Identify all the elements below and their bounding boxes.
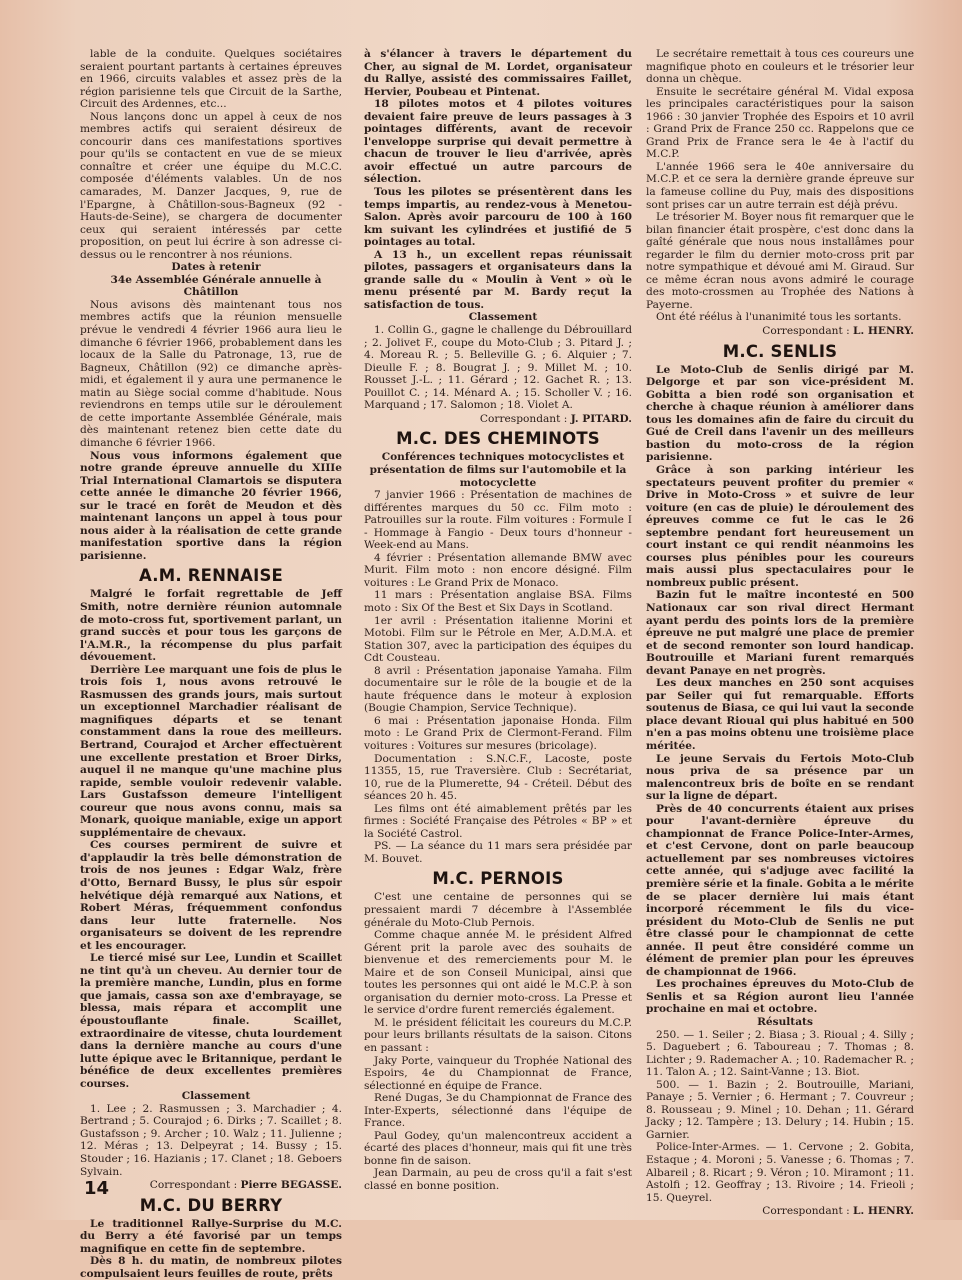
paragraph: Comme chaque année M. le président Alfred Gérent prit la parole avec des souhaits de bienvenue et des remerciements pour M. le Maire et de son Conseil Municipal, ainsi que toutes les personnes qui ont aidé le M.C.P. à son organisation du dernier moto-cross. La Presse et le service d'ordre furent remerciés également. [364, 929, 632, 1017]
paragraph: Le secrétaire remettait à tous ces coureurs une magnifique photo en couleurs et le trésorier leur donna un chèque. [646, 48, 914, 86]
page-number: 14 [84, 1178, 110, 1199]
paragraph: 6 mai : Présentation japonaise Honda. Film moto : Le Grand Prix de Clermont-Ferand. Film voitures : Voitures sur mesures (bricolage). [364, 714, 632, 752]
paragraph-bold: Les prochaines épreuves du Moto-Club de Senlis et sa Région auront lieu l'année prochaine en mai et octobre. [646, 978, 914, 1016]
paragraph: Ont été réélus à l'unanimité tous les sortants. [656, 311, 902, 324]
section-heading-mc-senlis: M.C. SENLIS [722, 341, 838, 361]
paragraph-bold: Le jeune Servais du Fertois Moto-Club nous priva de sa présence par un malencontreux bris de boîte en se rendant sur la ligne de départ. [646, 752, 914, 803]
correspondent-label: Correspondant : [149, 1179, 241, 1192]
correspondent-name: L. HENRY. [853, 325, 914, 338]
subheading-dates: Dates à retenir [171, 261, 261, 274]
column-3 [646, 48, 914, 1218]
paragraph-bold: Nous vous informons également que notre grande épreuve annuelle du XIIIe Trial International Clamartois se disputera cette année le dimanche 20 février 1966, sur le tracé en forêt de Meudon et dès maintenant lançons un appel à tous pour nous aider à la réalisation de cette grande manifestation sportive dans la région parisienne. [80, 449, 342, 562]
paragraph-bold: à s'élancer à travers le département du Cher, au signal de M. Lordet, organisateur du Rallye, assisté des commissaires Faillet, Hervier, Poubeau et Pintenat. [364, 48, 632, 98]
paragraph: 8 avril : Présentation japonaise Yamaha. Film documentaire sur le rôle de la bougie et de la haute fréquence dans le moteur à explosion (Bougie Champion, Service Technique). [364, 664, 632, 715]
results-500: 500. — 1. Bazin ; 2. Boutrouille, Mariani, Panaye ; 5. Vernier ; 6. Hermant ; 7. Couvreur ; 8. Rousseau ; 9. Minel ; 10. Dehan ; 11. Gérard Jacky ; 12. Tampère ; 13. Delury ; 14. Hubin ; 15. Garnier. [646, 1078, 914, 1141]
paragraph-bold: Bazin fut le maître incontesté en 500 Nationaux car son rival direct Hermant ayant perdu des points lors de la première épreuve ne put malgré une place de premier et de second remonter son lourd handicap. Boutrouille et Mariani furent remarqués devant Panaye en net progrès. [646, 589, 914, 677]
paragraph-bold: 18 pilotes motos et 4 pilotes voitures devaient faire preuve de leurs passages à 3 pointages différents, avant de recevoir l'enveloppe surprise qui devait permettre à chacun de trouver le lieu d'arrivée, après avoir effectué un autre parcours de sélection. [364, 98, 632, 186]
paragraph: Nous lançons donc un appel à ceux de nos membres actifs qui seraient désireux de concourir dans ces manifestations sportives pour qu'ils se contactent en vue de se mieux connaître et créer une équipe du M.C.C. composée d'éléments valables. Un de nos camarades, M. Danzer Jacques, 9, rue de l'Epargne, à Châtillon-sous-Bagneux (92 - Hauts-de-Seine), se chargera de documenter ceux qui seraient intéressés par cette proposition, on peut lui écrire à son adresse ci-dessus ou le rencontrer à nos réunions. [80, 110, 342, 261]
paragraph: Jean Darmain, au peu de cross qu'il a fait s'est classé en bonne position. [364, 1167, 632, 1193]
paragraph: Ensuite le secrétaire général M. Vidal exposa les principales caractéristiques pour la saison 1966 : 30 janvier Trophée des Espoirs et 10 avril : Grand Prix de France 250 cc. Rappelons que ce Grand Prix de France sera le 4e à l'actif du M.C.P. [646, 85, 914, 161]
results-police: Police-Inter-Armes. — 1. Cervone ; 2. Gobita, Estaque ; 4. Moroni ; 5. Vanesse ; 6. Thomas ; 7. Albareil ; 8. Ricart ; 9. Véron ; 10. Miramont ; 11. Astolfi ; 12. Geoffray ; 13. Rivoire ; 14. Frieoli ; 15. Queyrel. [646, 1141, 914, 1204]
correspondent-label: Correspondant : [479, 412, 571, 425]
paragraph: Le trésorier M. Boyer nous fit remarquer que le bilan financier était prospère, c'est donc dans la gaîté générale que nous nous installâmes pour regarder le film du dernier moto-cross prit par notre sympathique et dévoué ami M. Giraud. Sur ce même écran nous avons admiré le courage des moto-crossmen au Trophée des Nations à Payerne. [646, 211, 914, 311]
paragraph: PS. — La séance du 11 mars sera présidée par M. Bouvet. [364, 840, 632, 865]
paragraph-bold: Tous les pilotes se présentèrent dans les temps impartis, au rendez-vous à Menetou-Salon. Après avoir parcouru de 100 à 160 km suivant les cylindrées et justifié de 5 pointages au total. [364, 186, 632, 249]
paragraph: 11 mars : Présentation anglaise BSA. Films moto : Six Of the Best et Six Days in Scotland. [364, 589, 632, 614]
paragraph: Nous avisons dès maintenant tous nos membres actifs que la réunion mensuelle prévue le vendredi 4 février 1966 aura lieu le dimanche 6 février 1966, probablement dans les locaux de la Salle du Patronage, 13, rue de Bagneux, Châtillon (92) ce dimanche après-midi, et également il y aura une permanence le matin au Siège social comme d'habitude. Nous reviendrons en temps utile sur le déroulement de cette importante Assemblée Générale, mais dès maintenant retenez bien cette date du dimanche 6 février 1966. [80, 298, 342, 449]
paragraph-bold: Le Moto-Club de Senlis dirigé par M. Delgorge et par son vice-président M. Gobitta a bien rodé son organisation et cherche à chaque réunion à améliorer dans tous les domaines afin de faire du circuit du Gué de Creil dans l'avenir un des meilleurs bastion du moto-cross de la région parisienne. [646, 363, 914, 464]
paragraph: L'année 1966 sera le 40e anniversaire du M.C.P. et ce sera la dernière grande épreuve sur la fameuse colline du Puy, mais des dispositions sont prises car un autre terrain est déjà prévu. [646, 160, 914, 211]
paragraph-bold: Derrière Lee marquant une fois de plus le trois fois 1, nous avons retrouvé le Rasmussen des grands jours, mais surtout un exceptionnel Marchadier réalisant de magnifiques départs et se tenant constamment dans la roue des meilleurs. Bertrand, Courajod et Archer effectuèrent une excellente prestation et Broer Dirks, auquel il ne manque qu'une machine plus rapide, semble vouloir redevenir valable. Lars Gustafsson demeure l'intelligent coureur que nous avons connu, mais sa Monark, quoique maniable, exige un apport supplémentaire de chevaux. [80, 663, 342, 839]
paragraph-bold: A 13 h., un excellent repas réunissait pilotes, passagers et organisateurs dans la grande salle du « Moulin à Vent » où le menu présenté par M. Bardy reçut la satisfaction de tous. [364, 248, 632, 311]
paragraph-bold: Près de 40 concurrents étaient aux prises pour l'avant-dernière épreuve du championnat de France Police-Inter-Armes, et c'est Cervone, dont on parle beaucoup actuellement par ses nombreuses victoires cette année, qui s'adjuge avec facilité la première série et la finale. Gobita a le mérite de se placer dernière lui mais étant incorporé récemment le fils du vice-président du Moto-Club de Senlis ne put être classé pour le championnat de cette année. Il peut être considéré comme un élément de premier plan pour les épreuves de championnat de 1966. [646, 802, 914, 978]
paragraph-bold: Grâce à son parking intérieur les spectateurs peuvent profiter du premier « Drive in Moto-Cross » et suivre de leur voiture (en cas de pluie) le déroulement des épreuves comme ce fut le cas le 26 septembre pendant fort heureusement un court instant ce qui rendit néanmoins les courses plus pénibles pour les coureurs mais aussi plus spectaculaires pour le nombreux public présent. [646, 463, 914, 589]
correspondent-line [646, 325, 914, 338]
section-heading-mc-pernois: M.C. PERNOIS [432, 869, 564, 889]
paragraph: 4 février : Présentation allemande BMW avec Murit. Film moto : non encore désigné. Film voitures : Le Grand Prix de Monaco. [364, 551, 632, 589]
paragraph: C'est une centaine de personnes qui se pressaient mardi 7 décembre à l'Assemblée générale du Moto-Club Pernois. [364, 891, 632, 929]
section-heading-mc-des-cheminots: M.C. DES CHEMINOTS [396, 429, 600, 449]
correspondent-name: J. PITARD. [570, 412, 632, 425]
paragraph: Jaky Porte, vainqueur du Trophée National des Espoirs, 4e du Championnat de France, sélectionné en équipe de France. [364, 1054, 632, 1092]
correspondent-name: Pierre BEGASSE. [240, 1179, 342, 1192]
paragraph: M. le président félicitait les coureurs du M.C.P. pour leurs brillants résultats de la saison. Citons en passant : [364, 1016, 632, 1055]
results-list: 1. Collin G., gagne le challenge du Débrouillard ; 2. Jolivet F., coupe du Moto-Club ; 3. Pitard J. ; 4. Moreau R. ; 5. Belleville G. ; 6. Alquier ; 7. Dieulle F. ; 8. Bougrat J. ; 9. Millet M. ; 10. Rousset J.-L. ; 11. Gérard ; 12. Gachet R. ; 13. Pouillot C. ; 14. Ménard A. ; 15. Scholler V. ; 16. Marquand ; 17. Salomon ; 18. Violet A. [364, 324, 632, 412]
section-heading-mc-du-berry: M.C. DU BERRY [139, 1195, 283, 1215]
paragraph-bold: Le traditionnel Rallye-Surprise du M.C. du Berry a été favorisé par un temps magnifique en cette fin de septembre. [80, 1217, 342, 1255]
results-list: 1. Lee ; 2. Rasmussen ; 3. Marchadier ; 4. Bertrand ; 5. Courajod ; 6. Dirks ; 7. Scaillet ; 8. Gustafsson ; 9. Archer ; 10. Walz ; 11. Julienne ; 12. Méras ; 13. Delpeyrat ; 14. Bussy ; 15. Stouder ; 16. Hazianis ; 17. Clanet ; 18. Geboers Sylvain. [80, 1102, 342, 1178]
paragraph-bold: Les deux manches en 250 sont acquises par Seiler qui fut remarquable. Efforts soutenus de Biasa, ce qui lui vaut la seconde place devant Rioual qui plus habitué en 500 n'en a pas moins obtenu une troisième place méritée. [646, 677, 914, 752]
subheading-assemblee: 34e Assemblée Générale annuelle à Châtillon [110, 273, 322, 299]
paragraph: 7 janvier 1966 : Présentation de machines de différentes marques du 50 cc. Film moto : Patrouilles sur la route. Film voitures : Formule I - Hommage à Fangio - Deux tours d'honneur - Week-end au Mans. [364, 489, 632, 552]
paragraph: Les films ont été aimablement prêtés par les firmes : Société Française des Pétroles « BP » et la Société Castrol. [364, 802, 632, 840]
subheading-resultats: Résultats [757, 1016, 813, 1029]
paragraph: 1er avril : Présentation italienne Morini et Motobi. Film sur le Pétrole en Mer, A.D.M.A. et Station 307, avec la participation des équipes du Cdt Cousteau. [364, 614, 632, 665]
paragraph: Paul Godey, qu'un malencontreux accident a écarté des places d'honneur, mais qui fit une très bonne fin de saison. [364, 1129, 632, 1167]
correspondent-name: L. HENRY. [853, 1205, 914, 1218]
correspondent-line [646, 1205, 914, 1218]
results-250: 250. — 1. Seiler ; 2. Biasa ; 3. Rioual ; 4. Silly ; 5. Daguebert ; 6. Taboureau ; 7. Thomas ; 8. Lichter ; 9. Rademacher A. ; 10. Rademacher R. ; 11. Talon A. ; 12. Saint-Vanne ; 13. Biot. [646, 1028, 914, 1079]
correspondent-label: Correspondant : [762, 325, 854, 338]
subheading-classement: Classement [468, 311, 538, 324]
paragraph-bold: Le tiercé misé sur Lee, Lundin et Scaillet ne tint qu'à un cheveu. Au dernier tour de la première manche, Lundin, plus en forme que jamais, cassa son axe d'embrayage, se blessa, mais répara et accomplit une époustouflante finale. Scaillet, extraordinaire de vitesse, chuta lourdement dans la dernière manche au cours d'une lutte épique avec le Britannique, perdant le bénéfice de deux excellentes premières courses. [80, 952, 342, 1090]
paragraph: Documentation : S.N.C.F., Lacoste, poste 11355, 15, rue Traversière. Club : Secrétariat, 10, rue de la Plumerette, 94 - Créteil. Début des séances 20 h. 45. [364, 752, 632, 803]
paragraph-bold: Ces courses permirent de suivre et d'applaudir la très belle démonstration de trois de nos jeunes : Edgar Walz, frère d'Otto, Bernard Bussy, le plus sûr espoir helvétique déjà remarqué aux Nations, et Robert Méras, fréquemment confondus dans leur lutte fraternelle. Nos organisateurs se doivent de les reprendre et les encourager. [80, 839, 342, 952]
column-1 [80, 48, 342, 1280]
column-2 [364, 48, 632, 1193]
correspondent-label: Correspondant : [762, 1205, 854, 1218]
correspondent-line [80, 1179, 342, 1192]
paragraph-bold: Malgré le forfait regrettable de Jeff Smith, notre dernière réunion automnale de moto-cross fut, sportivement parlant, un grand succès et pour tous les garçons de l'A.M.R., la récompense du plus parfait dévouement. [80, 588, 342, 664]
section-heading-am-rennaise: A.M. RENNAISE [138, 566, 284, 586]
subheading-conferences: Conférences techniques motocyclistes et présentation de films sur l'automobile et la motocyclette [369, 451, 627, 489]
correspondent-line [364, 413, 632, 426]
paragraph-bold: Dès 8 h. du matin, de nombreux pilotes compulsaient leurs feuilles de route, prêts [80, 1255, 342, 1280]
subheading-classement: Classement [181, 1090, 251, 1103]
paragraph: lable de la conduite. Quelques sociétaires seraient pourtant partants à certaines épreuves en 1966, circuits valables et assez près de la région parisienne tels que Circuit de la Sarthe, Circuit des Ardennes, etc... [80, 48, 342, 111]
paragraph: René Dugas, 3e du Championnat de France des Inter-Experts, sélectionné dans l'équipe de France. [364, 1092, 632, 1130]
